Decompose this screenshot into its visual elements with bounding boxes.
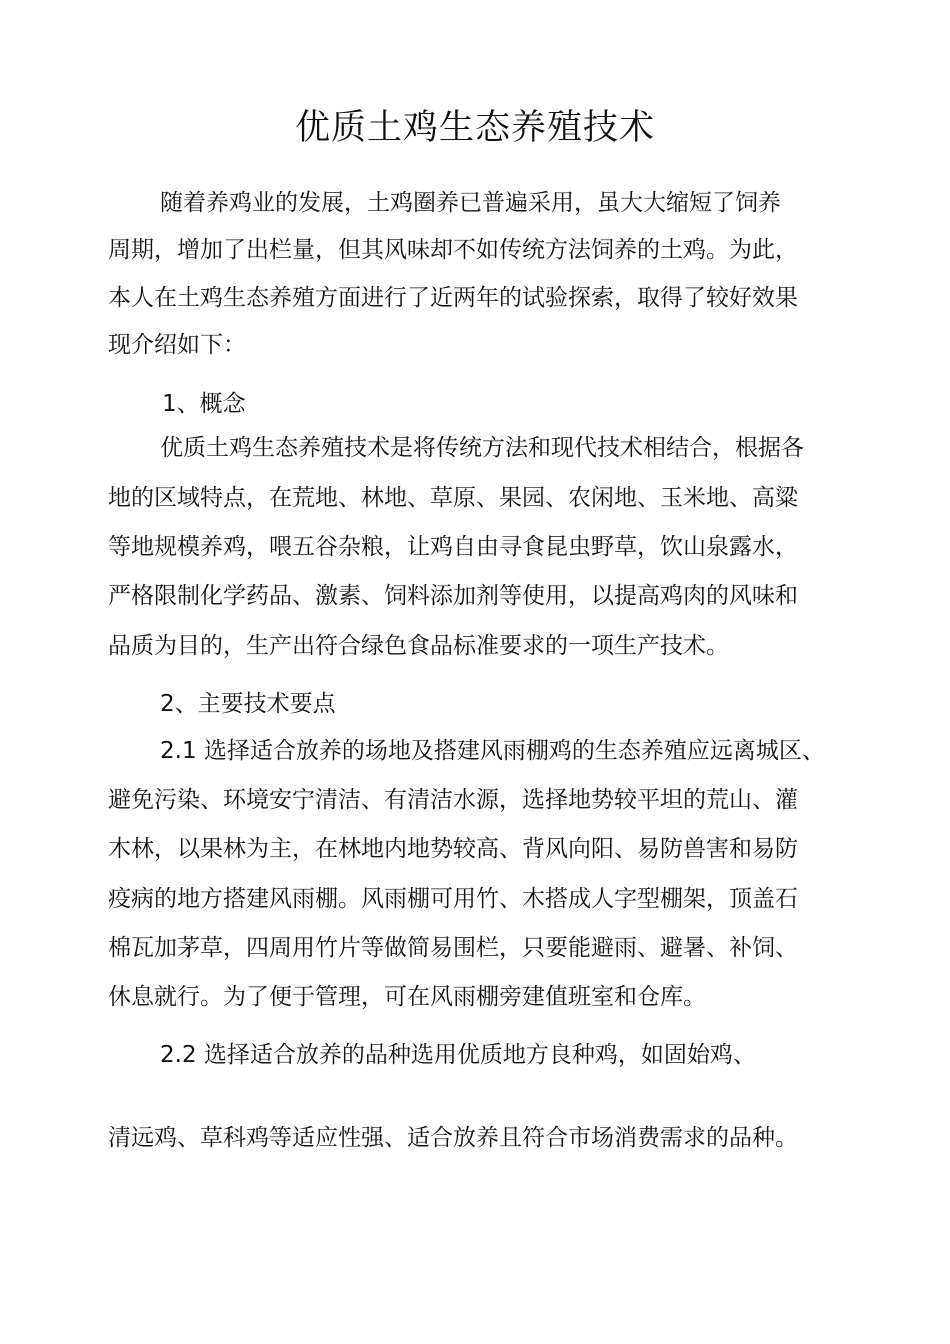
section-heading-1: 1、概念	[162, 391, 246, 417]
section-heading-2: 2、主要技术要点	[160, 691, 336, 717]
section1-line: 地的区域特点，在荒地、林地、草原、果园、农闲地、玉米地、高粱	[108, 485, 798, 511]
section1-line: 严格限制化学药品、激素、饲料添加剂等使用，以提高鸡肉的风味和	[108, 583, 798, 609]
para-2-1-line: 棉瓦加茅草，四周用竹片等做简易围栏，只要能避雨、避暑、补饲、	[108, 935, 798, 961]
section1-line: 等地规模养鸡，喂五谷杂粮，让鸡自由寻食昆虫野草，饮山泉露水，	[108, 534, 798, 560]
document-title: 优质土鸡生态养殖技术	[294, 108, 655, 148]
para-2-1-line: 避免污染、环境安宁清洁、有清洁水源，选择地势较平坦的荒山、灌	[108, 787, 798, 813]
section1-line: 品质为目的，生产出符合绿色食品标准要求的一项生产技术。	[108, 633, 729, 659]
para-2-1-line: 休息就行。为了便于管理，可在风雨棚旁建值班室和仓库。	[108, 984, 706, 1010]
section1-line: 优质土鸡生态养殖技术是将传统方法和现代技术相结合，根据各	[160, 435, 804, 461]
para-2-2-line: 2.2 选择适合放养的品种选用优质地方良种鸡，如固始鸡、	[160, 1042, 756, 1068]
intro-line: 现介绍如下：	[108, 332, 246, 358]
intro-line: 周期，增加了出栏量，但其风味却不如传统方法饲养的土鸡。为此，	[108, 237, 798, 263]
intro-line: 随着养鸡业的发展，土鸡圈养已普遍采用，虽大大缩短了饲养	[160, 190, 781, 216]
para-2-2-line: 清远鸡、草科鸡等适应性强、适合放养且符合市场消费需求的品种。	[108, 1125, 798, 1151]
intro-line: 本人在土鸡生态养殖方面进行了近两年的试验探索，取得了较好效果	[108, 285, 798, 311]
para-2-1-line: 2.1 选择适合放养的场地及搭建风雨棚鸡的生态养殖应远离城区、	[160, 738, 825, 764]
para-2-1-line: 木林，以果林为主，在林地内地势较高、背风向阳、易防兽害和易防	[108, 836, 798, 862]
para-2-1-line: 疫病的地方搭建风雨棚。风雨棚可用竹、木搭成人字型棚架，顶盖石	[108, 886, 798, 912]
